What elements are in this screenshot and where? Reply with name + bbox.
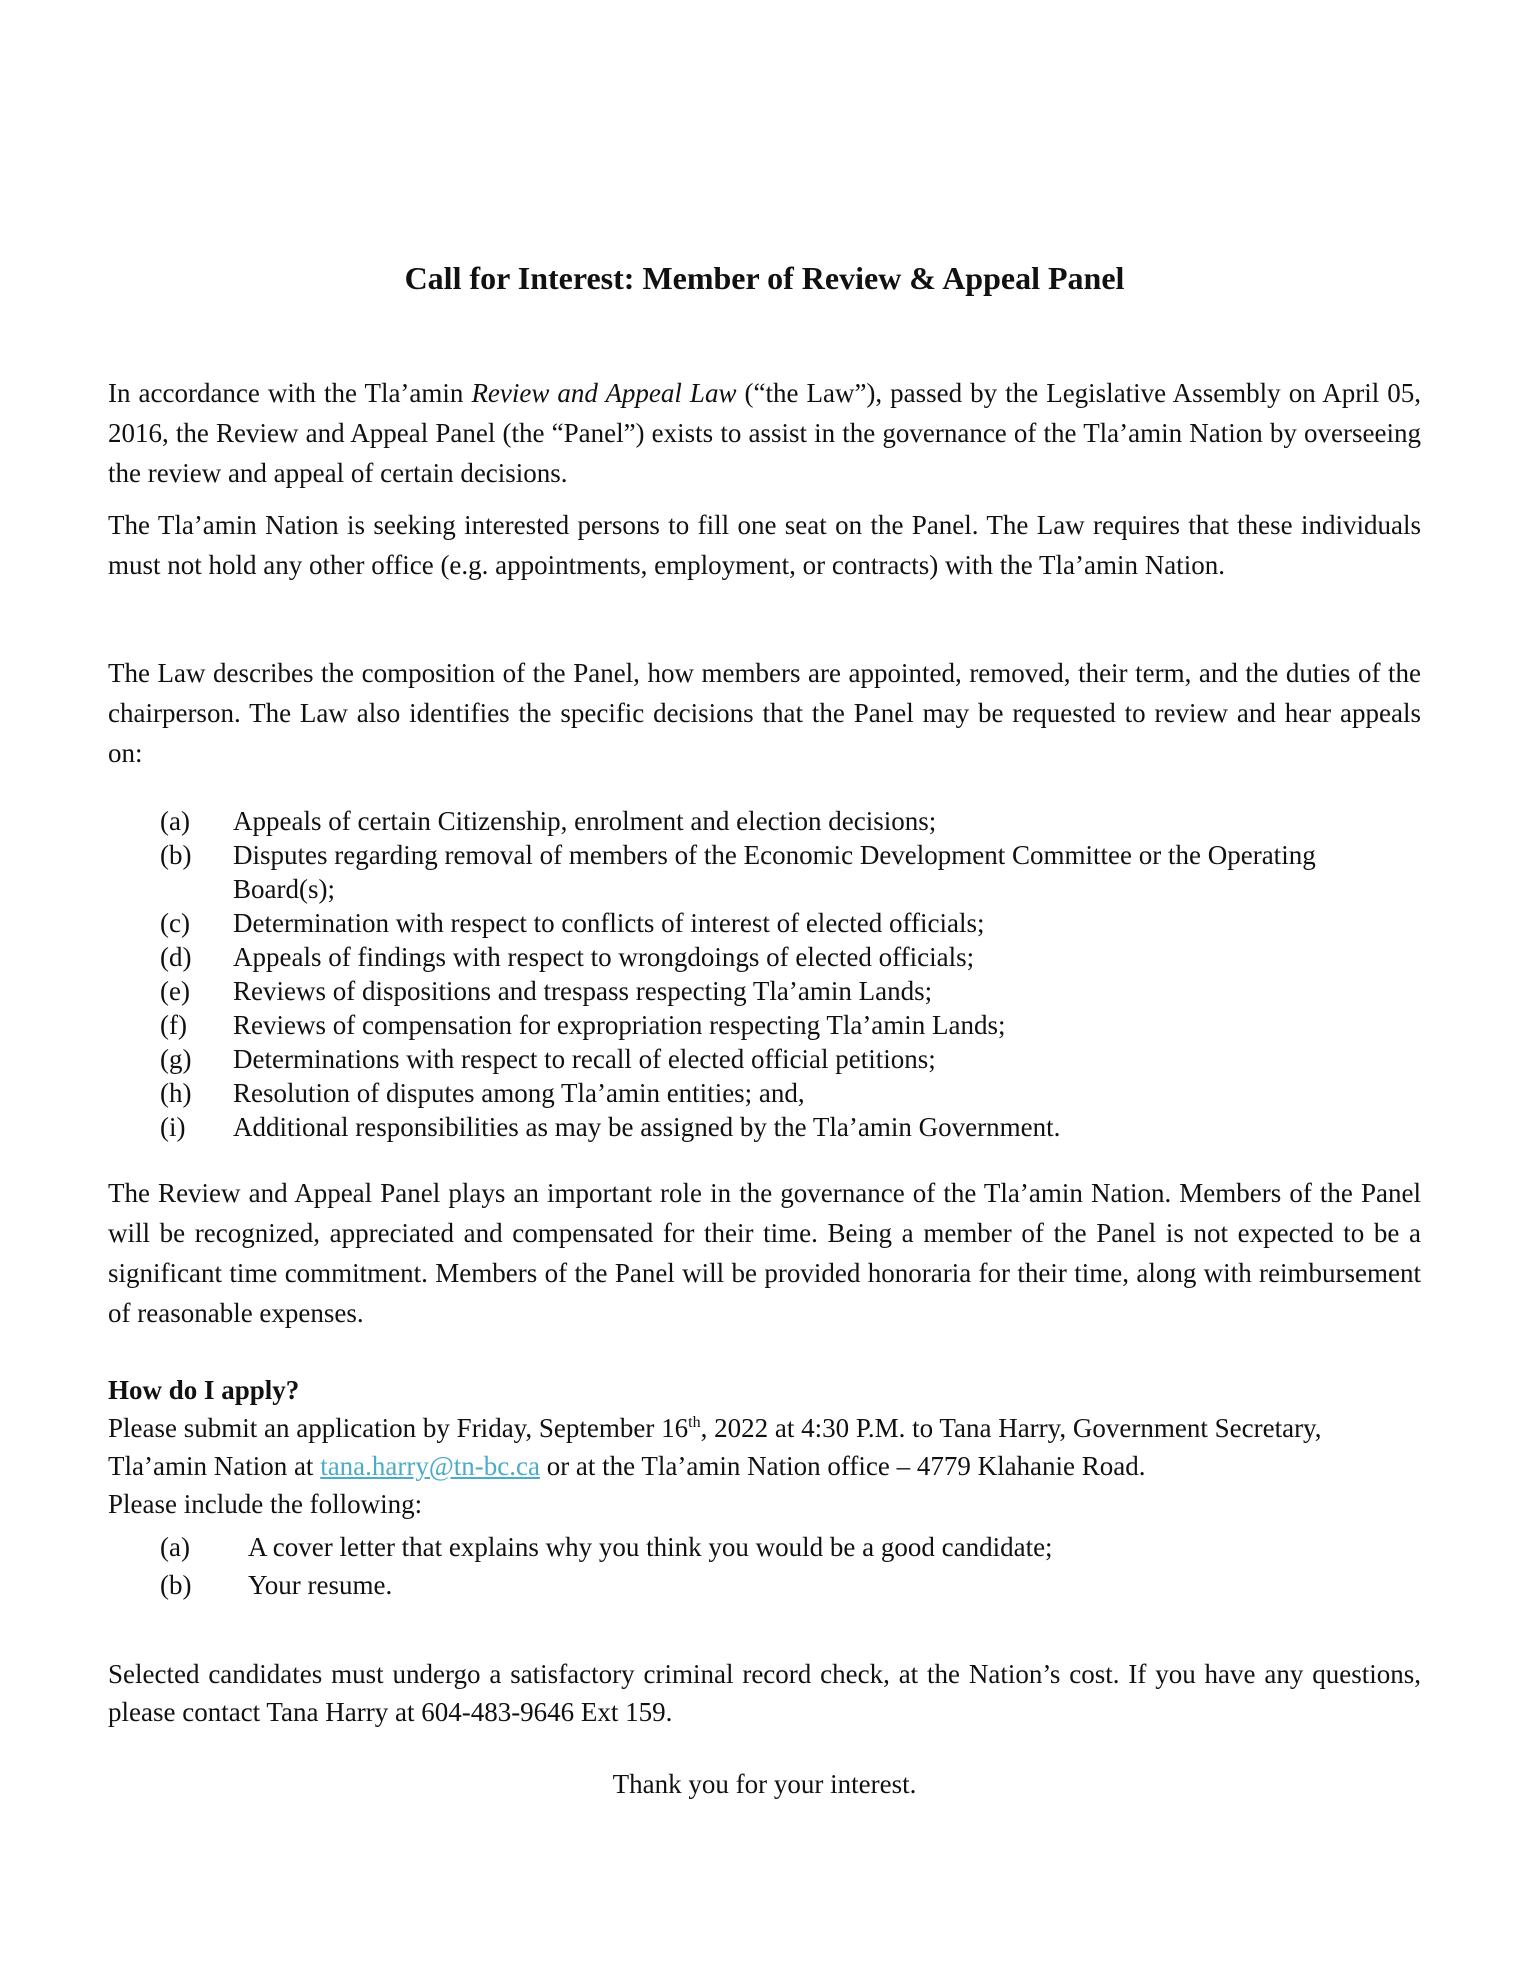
role-paragraph: The Review and Appeal Panel plays an important role in the governance of the Tla’amin Nation. Members of the Panel will be recognized, appreciated and compensated for their time. Being a member of the Panel is not expected to be a significant time commitment. Members of the Panel will be provided honoraria for their time, along with reimbursement of reasonable expenses. bbox=[108, 1178, 1421, 1328]
list-marker: (h) bbox=[160, 1078, 192, 1108]
list-item bbox=[108, 1110, 1421, 1144]
list-item-text: Disputes regarding removal of members of the Economic Development Committee or the Operating Board(s); bbox=[233, 840, 1316, 904]
list-item-text: Your resume. bbox=[248, 1570, 393, 1600]
list-item bbox=[108, 1528, 1421, 1566]
list-item-text: A cover letter that explains why you think you would be a good candidate; bbox=[248, 1532, 1053, 1562]
list-marker: (d) bbox=[160, 942, 192, 972]
list-item-text: Determinations with respect to recall of elected official petitions; bbox=[233, 1044, 936, 1074]
list-item-text: Appeals of findings with respect to wrongdoings of elected officials; bbox=[233, 942, 975, 972]
list-marker: (e) bbox=[160, 976, 190, 1006]
list-marker: (i) bbox=[160, 1112, 186, 1142]
list-item bbox=[108, 1008, 1421, 1042]
list-item-text: Reviews of dispositions and trespass respecting Tla’amin Lands; bbox=[233, 976, 933, 1006]
how-to-apply-heading: How do I apply? bbox=[108, 1375, 300, 1405]
list-item bbox=[108, 804, 1421, 838]
apply-text-3: or at the Tla’amin Nation office – 4779 Klahanie Road. bbox=[539, 1451, 1146, 1481]
closing-line: Thank you for your interest. bbox=[612, 1769, 917, 1799]
apply-instructions bbox=[108, 1409, 1421, 1523]
list-marker: (b) bbox=[160, 840, 192, 870]
intro-paragraph bbox=[108, 373, 1421, 493]
list-item-text: Determination with respect to conflicts of interest of elected officials; bbox=[233, 908, 985, 938]
date-ordinal-suffix: th bbox=[688, 1414, 701, 1431]
criminal-check-paragraph: Selected candidates must undergo a satisfactory criminal record check, at the Nation’s cost. If you have any questions, please contact Tana Harry at 604-483-9646 Ext 159. bbox=[108, 1659, 1421, 1727]
apply-text-4: Please include the following: bbox=[108, 1489, 423, 1519]
list-item bbox=[108, 838, 1421, 906]
intro-text-end: (“the Law”), passed by the Legislative Assembly on April 05, 2016, the Review and Appeal Panel (the “Panel”) exists to assist in the governance of the Tla’amin Nation by overseeing the review and appeal of certain decisions. bbox=[108, 378, 1421, 488]
email-link[interactable]: tana.harry@tn-bc.ca bbox=[320, 1451, 540, 1481]
intro-text-start: In accordance with the Tla’amin bbox=[108, 378, 472, 408]
list-item bbox=[108, 1042, 1421, 1076]
document-title: Call for Interest: Member of Review & Appeal Panel bbox=[404, 260, 1125, 296]
list-marker: (b) bbox=[160, 1570, 192, 1600]
list-item-text: Reviews of compensation for expropriation respecting Tla’amin Lands; bbox=[233, 1010, 1006, 1040]
list-marker: (a) bbox=[160, 806, 190, 836]
list-item bbox=[108, 1076, 1421, 1110]
law-name-italic: Review and Appeal Law bbox=[471, 378, 737, 408]
requirements-list bbox=[108, 1528, 1421, 1604]
list-item bbox=[108, 906, 1421, 940]
list-item bbox=[108, 1566, 1421, 1604]
list-item bbox=[108, 974, 1421, 1008]
apply-text-1: Please submit an application by Friday, September 16 bbox=[108, 1413, 689, 1443]
describes-paragraph: The Law describes the composition of the Panel, how members are appointed, removed, their term, and the duties of the chairperson. The Law also identifies the specific decisions that the Panel may be requested to review and hear appeals on: bbox=[108, 658, 1421, 768]
list-marker: (f) bbox=[160, 1010, 187, 1040]
seeking-paragraph: The Tla’amin Nation is seeking interested persons to fill one seat on the Panel. The Law requires that these individuals must not hold any other office (e.g. appointments, employment, or contracts) with the Tla’amin Nation. bbox=[108, 510, 1421, 580]
list-item-text: Appeals of certain Citizenship, enrolment and election decisions; bbox=[233, 806, 937, 836]
list-marker: (c) bbox=[160, 908, 190, 938]
list-marker: (a) bbox=[160, 1532, 190, 1562]
apply-text-2: , 2022 at 4:30 P.M. to Tana Harry, Government Secretary, Tla’amin Nation at bbox=[108, 1413, 1322, 1481]
list-item-text: Additional responsibilities as may be assigned by the Tla’amin Government. bbox=[233, 1112, 1061, 1142]
list-item-text: Resolution of disputes among Tla’amin entities; and, bbox=[233, 1078, 805, 1108]
decisions-list bbox=[108, 804, 1421, 1144]
list-item bbox=[108, 940, 1421, 974]
list-marker: (g) bbox=[160, 1044, 192, 1074]
